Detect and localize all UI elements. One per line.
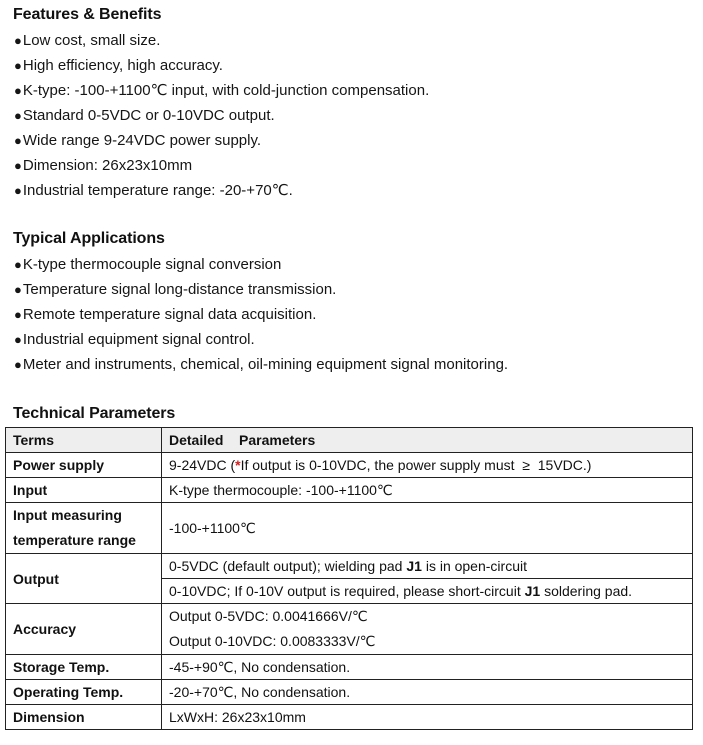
table-row-accuracy (6, 604, 693, 655)
technical-parameters-table (5, 427, 693, 730)
value-output-line1 (162, 554, 693, 579)
term-power-supply: Power supply (6, 453, 162, 478)
output-line2-post: soldering pad. (540, 583, 633, 599)
term-storage: Storage Temp. (6, 655, 162, 680)
term-input-range-line1: Input measuring (13, 507, 122, 523)
application-text: Remote temperature signal data acquisition. (22, 306, 317, 323)
bullet-icon: ● (14, 357, 22, 372)
application-item (14, 352, 508, 377)
term-accuracy: Accuracy (6, 604, 162, 655)
output-line1-post: is in open-circuit (421, 558, 527, 574)
application-item (14, 252, 508, 277)
feature-text: High efficiency, high accuracy. (22, 57, 223, 74)
feature-text: Standard 0-5VDC or 0-10VDC output. (22, 107, 275, 124)
application-item (14, 277, 508, 302)
value-output-line2 (162, 579, 693, 604)
technical-parameters-title: Technical Parameters (13, 405, 176, 422)
feature-item (14, 28, 429, 53)
value-power-supply (162, 453, 693, 478)
table-row-dimension (6, 705, 693, 730)
table-row-power-supply (6, 453, 693, 478)
application-text: Meter and instruments, chemical, oil-mining equipment signal monitoring. (22, 356, 509, 373)
value-input: K-type thermocouple: -100-+1100℃ (162, 478, 693, 503)
bullet-icon: ● (14, 332, 22, 347)
bullet-icon: ● (14, 58, 22, 73)
applications-list (14, 252, 508, 377)
term-dimension: Dimension (6, 705, 162, 730)
applications-title: Typical Applications (13, 230, 165, 247)
features-list (14, 28, 429, 203)
table-row-storage (6, 655, 693, 680)
feature-item (14, 53, 429, 78)
feature-text: Dimension: 26x23x10mm (22, 157, 193, 174)
feature-item (14, 153, 429, 178)
output-line1-text: 0-5VDC (default output); wielding pad (169, 558, 407, 574)
term-operating: Operating Temp. (6, 680, 162, 705)
bullet-icon: ● (14, 108, 22, 123)
feature-text: Industrial temperature range: -20-+70℃. (22, 182, 293, 199)
application-item (14, 302, 508, 327)
j1-pad-label: J1 (406, 558, 422, 574)
bullet-icon: ● (14, 133, 22, 148)
value-operating: -20-+70℃, No condensation. (162, 680, 693, 705)
term-output: Output (6, 554, 162, 604)
feature-item (14, 103, 429, 128)
features-title: Features & Benefits (13, 6, 162, 23)
table-row-output-1 (6, 554, 693, 579)
bullet-icon: ● (14, 158, 22, 173)
accuracy-line2: Output 0-10VDC: 0.0083333V/℃ (169, 633, 376, 649)
power-supply-prefix: 9-24VDC ( (169, 457, 236, 473)
term-input: Input (6, 478, 162, 503)
output-line2-text: 0-10VDC; If 0-10V output is required, please short-circuit (169, 583, 525, 599)
accuracy-line1: Output 0-5VDC: 0.0041666V/℃ (169, 608, 368, 624)
bullet-icon: ● (14, 33, 22, 48)
term-input-range-line2: temperature range (13, 532, 136, 548)
bullet-icon: ● (14, 83, 22, 98)
table-row-input (6, 478, 693, 503)
feature-text: Low cost, small size. (22, 32, 161, 49)
application-text: K-type thermocouple signal conversion (22, 256, 282, 273)
term-input-range (6, 503, 162, 554)
application-text: Industrial equipment signal control. (22, 331, 255, 348)
application-text: Temperature signal long-distance transmission. (22, 281, 337, 298)
feature-item (14, 128, 429, 153)
table-header-row (6, 428, 693, 453)
value-input-range: -100-+1100℃ (162, 503, 693, 554)
feature-item (14, 78, 429, 103)
header-details: Detailed Parameters (162, 428, 693, 453)
bullet-icon: ● (14, 282, 22, 297)
j1-pad-label: J1 (524, 583, 541, 599)
value-dimension: LxWxH: 26x23x10mm (162, 705, 693, 730)
bullet-icon: ● (14, 307, 22, 322)
power-supply-note: If output is 0-10VDC, the power supply must ≥ 15VDC.) (240, 457, 592, 473)
header-terms: Terms (6, 428, 162, 453)
feature-text: K-type: -100-+1100℃ input, with cold-junction compensation. (22, 82, 430, 99)
value-accuracy (162, 604, 693, 655)
value-storage: -45-+90℃, No condensation. (162, 655, 693, 680)
asterisk-icon: * (235, 457, 241, 473)
feature-text: Wide range 9-24VDC power supply. (22, 132, 262, 149)
table-row-operating (6, 680, 693, 705)
bullet-icon: ● (14, 183, 22, 198)
bullet-icon: ● (14, 257, 22, 272)
application-item (14, 327, 508, 352)
feature-item (14, 178, 429, 203)
table-row-input-range (6, 503, 693, 554)
